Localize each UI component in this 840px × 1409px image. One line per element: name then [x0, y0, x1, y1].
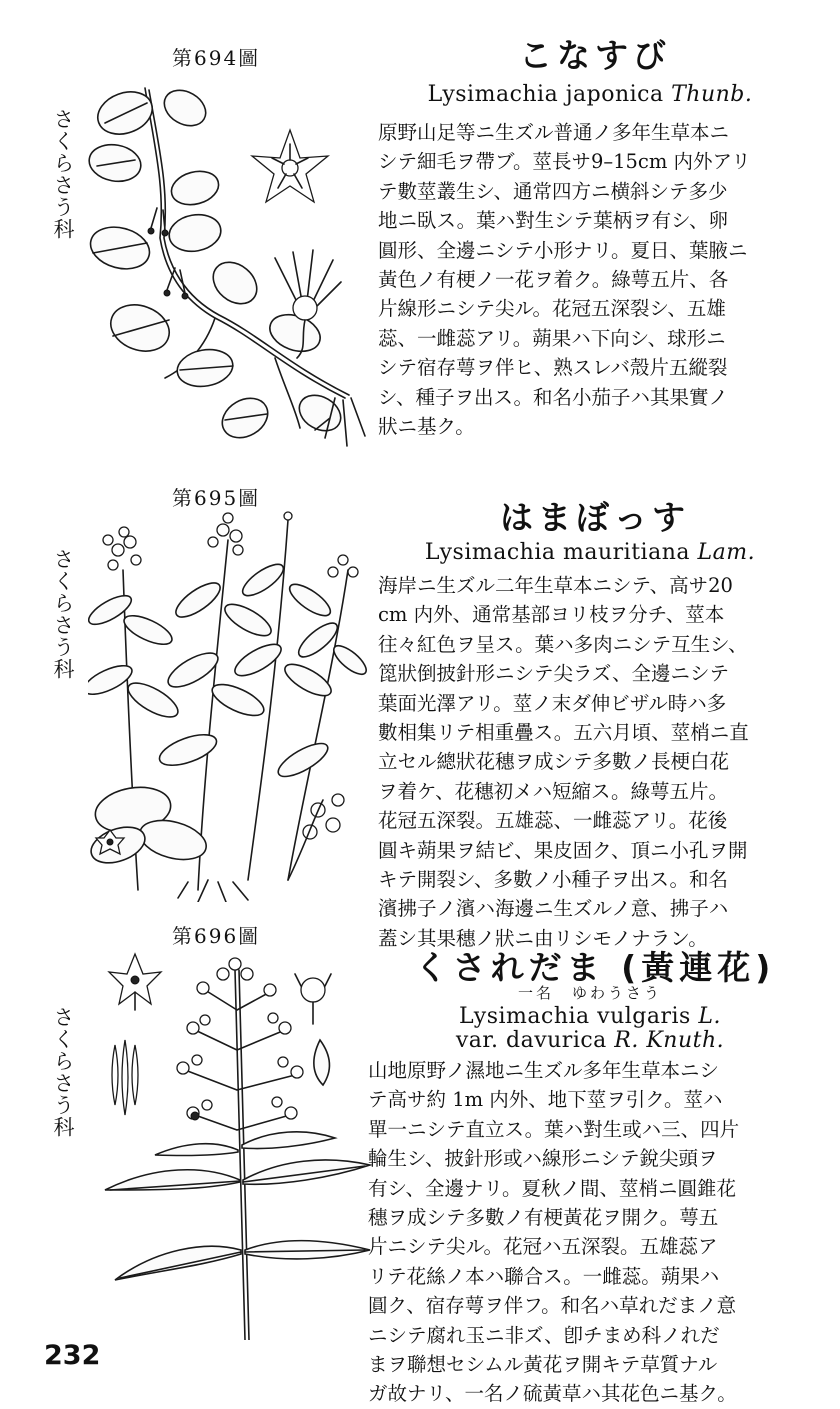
scientific-name: [380, 540, 800, 565]
description-line: 圓キ蒴果ヲ結ビ、果皮固ク、頂ニ小孔ヲ開: [378, 838, 748, 862]
lysimachia-japonica-drawing: [85, 68, 375, 463]
description-line: ガ故ナリ、一名ノ硫黃草ハ其花色ニ基ク。: [368, 1382, 737, 1406]
family-label: さくらさう科: [51, 1006, 75, 1138]
description-line: テ高サ約 1m 内外、地下莖ヲ引ク。莖ハ: [368, 1088, 723, 1112]
description-line: cm 内外、通常基部ヨリ枝ヲ分チ、莖本: [378, 603, 725, 627]
figure-label: 第695圖: [172, 486, 261, 510]
scientific-name-author: L.: [698, 1004, 721, 1029]
lysimachia-vulgaris-drawing: [95, 950, 375, 1340]
description-line: シ、種子ヲ出ス。和名小茄子ハ其果實ノ: [378, 385, 729, 409]
description-line: 片ニシテ尖ル。花冠ハ五深裂。五雄蕊ア: [368, 1235, 718, 1259]
description-line: 單一ニシテ直立ス。葉ハ對生或ハ三、四片: [368, 1117, 740, 1141]
description: [368, 1056, 780, 1409]
family-label: さくらさう科: [51, 108, 75, 240]
description-line: 片線形ニシテ尖ル。花冠五深裂シ、五雄: [378, 297, 726, 321]
figure-label: 第696圖: [172, 924, 261, 948]
scientific-name-genus-species: Lysimachia japonica: [427, 82, 664, 107]
description-line: 穗ヲ成シテ多數ノ有梗黃花ヲ開ク。萼五: [368, 1205, 719, 1229]
japanese-name: はまぼっす: [500, 498, 690, 537]
description-line: リテ花絲ノ本ハ聯合ス。一雌蕊。蒴果ハ: [368, 1264, 720, 1288]
description-line: 有シ、全邊ナリ。夏秋ノ間、莖梢ニ圓錐花: [368, 1176, 736, 1200]
description-line: キテ開裂シ、多數ノ小種子ヲ出ス。和名: [378, 867, 729, 891]
description-line: 數相集リテ相重疊ス。五六月頃、莖梢ニ直: [378, 720, 749, 744]
description-line: 花冠五深裂。五雄蕊、一雌蕊アリ。花後: [378, 809, 728, 833]
description-line: 原野山足等ニ生ズル普通ノ多年生草本ニ: [378, 121, 730, 144]
description-line: 箆狀倒披針形ニシテ尖ラズ、全邊ニシテ: [378, 662, 730, 686]
description-line: 圓形、全邊ニシテ小形ナリ。夏日、葉腋ニ: [378, 238, 748, 262]
scientific-name-author: Lam.: [697, 540, 756, 565]
description-line: 海岸ニ生ズル二年生草本ニシテ、高サ20: [378, 574, 733, 597]
description-line: シテ宿存萼ヲ伴ヒ、熟スレバ殼片五縱裂: [378, 356, 728, 380]
scientific-name-author: Thunb.: [671, 82, 753, 107]
lysimachia-mauritiana-drawing: [88, 510, 368, 902]
japanese-name: くされだま (黃連花): [414, 948, 776, 987]
scientific-name: [380, 1004, 800, 1029]
alternate-name: 一名 ゆわうさう: [517, 984, 662, 1002]
figure-label: 第694圖: [172, 46, 261, 70]
description-line: ニシテ腐れ玉ニ非ズ、卽チまめ科ノれだ: [368, 1323, 720, 1347]
description-line: ヲ着ケ、花穗初メハ短縮ス。綠萼五片。: [378, 779, 729, 803]
scientific-name: [380, 82, 800, 107]
scientific-name-genus-species: Lysimachia mauritiana: [424, 540, 690, 565]
description-line: シテ細毛ヲ帶ブ。莖長サ9–15cm 内外アリ: [378, 150, 751, 174]
scientific-name-variety: [380, 1028, 800, 1053]
description-line: 輪生シ、披針形或ハ線形ニシテ銳尖頭ヲ: [368, 1147, 718, 1171]
description-line: まヲ聯想セシムル黃花ヲ開キテ草質ナル: [368, 1352, 718, 1376]
family-label: さくらさう科: [51, 548, 75, 680]
entry-696: [0, 910, 840, 1406]
description-line: 濱拂子ノ濱ハ海邊ニ生ズルノ意、拂子ハ: [378, 897, 729, 921]
page-number: 232: [44, 1340, 101, 1371]
description-line: 山地原野ノ濕地ニ生ズル多年生草本ニシ: [368, 1059, 720, 1082]
description-line: テ數莖叢生シ、通常四方ニ横斜シテ多少: [378, 179, 728, 203]
description: [378, 118, 778, 441]
description-line: 黃色ノ有梗ノ一花ヲ着ク。綠萼五片、各: [378, 267, 729, 291]
description-line: 葉面光澤アリ。莖ノ末ダ伸ビザル時ハ多: [378, 691, 727, 715]
variety-author: R. Knuth.: [614, 1028, 725, 1053]
description: [378, 571, 778, 953]
description-line: 立セル總狀花穗ヲ成シテ多數ノ長梗白花: [378, 750, 730, 774]
variety-name: var. davurica: [455, 1028, 607, 1053]
japanese-name: こなすび: [519, 36, 671, 75]
description-line: 狀ニ基ク。: [378, 414, 475, 438]
description-line: 往々紅色ヲ呈ス。葉ハ多肉ニシテ互生シ、: [378, 632, 748, 656]
entry-694: [0, 0, 840, 470]
description-line: 地ニ臥ス。葉ハ對生シテ葉柄ヲ有シ、卵: [378, 209, 729, 233]
description-line: 蕊、一雌蕊アリ。蒴果ハ下向シ、球形ニ: [378, 326, 726, 350]
scientific-name-genus-species: Lysimachia vulgaris: [459, 1004, 691, 1029]
description-line: 圓ク、宿存萼ヲ伴フ。和名ハ草れだまノ意: [368, 1294, 737, 1318]
description-line: 蓋シ其果穗ノ狀ニ由リシモノナラン。: [378, 926, 708, 950]
